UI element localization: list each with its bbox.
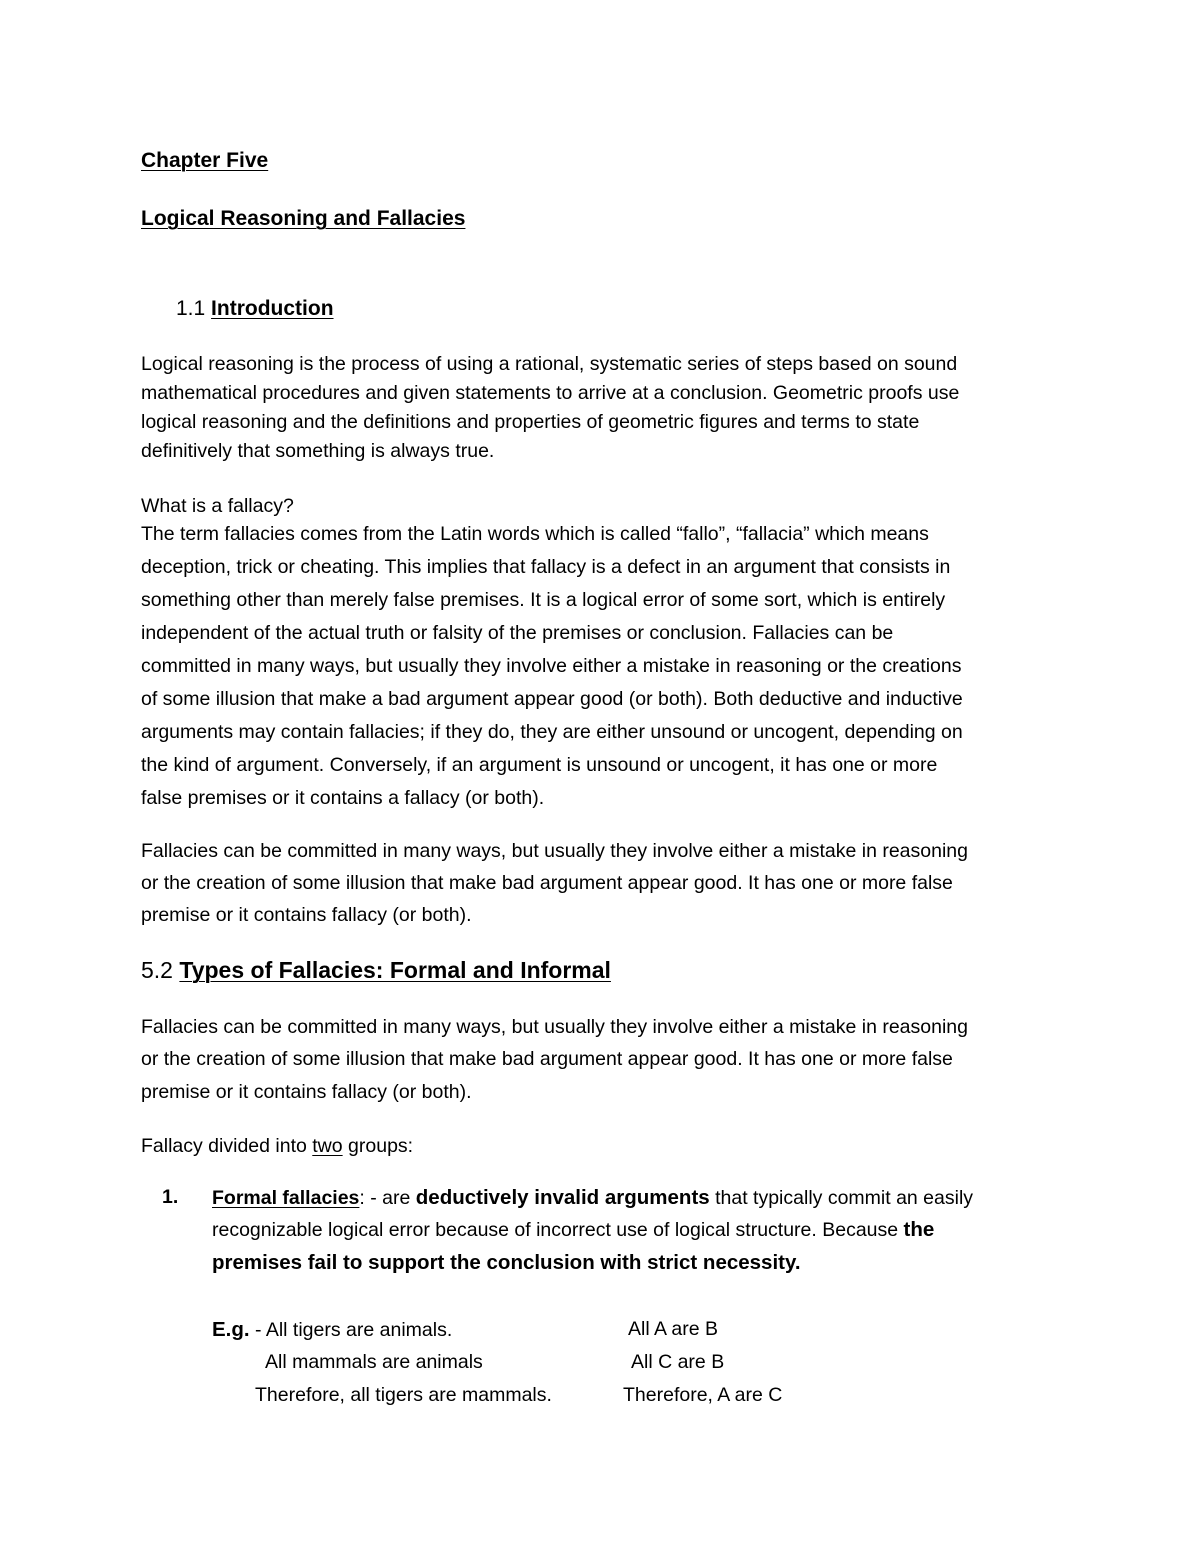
list-item-line-2 (212, 1220, 934, 1241)
fallacy-line: something other than merely false premises. It is a logical error of some sort, which is entirely (141, 589, 946, 611)
section-1-number: 1.1 (176, 297, 206, 320)
section-2-heading (141, 959, 611, 982)
section-1-heading (176, 298, 334, 319)
chapter-title: Chapter Five (141, 149, 269, 172)
fallacy-line: independent of the actual truth or falsity of the premises or conclusion. Fallacies can be (141, 622, 894, 644)
paragraph-line: Fallacies can be committed in many ways, but usually they involve either a mistake in reasoning (141, 840, 968, 862)
list-item-line-3: premises fail to support the conclusion with strict necessity. (212, 1251, 801, 1274)
paragraph-line: premise or it contains fallacy (or both). (141, 904, 472, 926)
fallacy-question: What is a fallacy? (141, 495, 294, 517)
paragraph-line: or the creation of some illusion that make bad argument appear good. It has one or more false (141, 872, 953, 894)
example-label: E.g. (212, 1318, 250, 1341)
example-left: - All tigers are animals. (249, 1319, 453, 1341)
item-lead: - are (364, 1187, 416, 1209)
fallacy-line: false premises or it contains a fallacy (or both). (141, 787, 545, 809)
list-marker: 1. (162, 1186, 179, 1208)
intro-line: Logical reasoning is the process of using a rational, systematic series of steps based on sound (141, 353, 958, 375)
groups-prefix: Fallacy divided into (141, 1135, 313, 1157)
fallacy-line: of some illusion that make a bad argument appear good (or both). Both deductive and inductive (141, 688, 963, 710)
fallacy-line: committed in many ways, but usually they involve either a mistake in reasoning or the creations (141, 655, 962, 677)
fallacy-line: arguments may contain fallacies; if they do, they are either unsound or uncogent, depending on (141, 721, 963, 743)
intro-line: definitively that something is always true. (141, 440, 495, 462)
term-colon: : (359, 1187, 365, 1209)
chapter-subtitle: Logical Reasoning and Fallacies (141, 207, 466, 230)
fallacy-line: the kind of argument. Conversely, if an argument is unsound or uncogent, it has one or more (141, 754, 938, 776)
example-right: Therefore, A are C (623, 1384, 783, 1406)
intro-line: logical reasoning and the definitions and properties of geometric figures and terms to state (141, 411, 920, 433)
example-right: All C are B (631, 1351, 725, 1373)
example-right: All A are B (628, 1318, 718, 1340)
fallacy-line: The term fallacies comes from the Latin words which is called “fallo”, “fallacia” which means (141, 523, 929, 545)
item-line2-bold: the (903, 1218, 935, 1241)
fallacy-line: deception, trick or cheating. This implies that fallacy is a defect in an argument that consists in (141, 556, 951, 578)
item-line2-text: recognizable logical error because of incorrect use of logical structure. Because (212, 1219, 904, 1241)
example-left: Therefore, all tigers are mammals. (255, 1384, 552, 1406)
item-bold-phrase: deductively invalid arguments (415, 1186, 710, 1209)
section-2-title: Types of Fallacies: Formal and Informal (179, 957, 611, 983)
section-2-number: 5.2 (141, 957, 173, 983)
section-1-title: Introduction (211, 297, 334, 320)
paragraph-line: premise or it contains fallacy (or both). (141, 1081, 472, 1103)
paragraph-line: Fallacies can be committed in many ways, but usually they involve either a mistake in reasoning (141, 1016, 968, 1038)
groups-word: two (312, 1135, 343, 1157)
formal-fallacies-term: Formal fallacies (212, 1187, 360, 1209)
intro-line: mathematical procedures and given statements to arrive at a conclusion. Geometric proofs use (141, 382, 960, 404)
example-row-1 (212, 1320, 452, 1341)
list-item-line-1 (212, 1188, 973, 1209)
paragraph-line: or the creation of some illusion that make bad argument appear good. It has one or more false (141, 1048, 953, 1070)
groups-suffix: groups: (342, 1135, 414, 1157)
groups-line (141, 1137, 413, 1157)
item-rest: that typically commit an easily (709, 1187, 974, 1209)
example-left: All mammals are animals (265, 1351, 483, 1373)
